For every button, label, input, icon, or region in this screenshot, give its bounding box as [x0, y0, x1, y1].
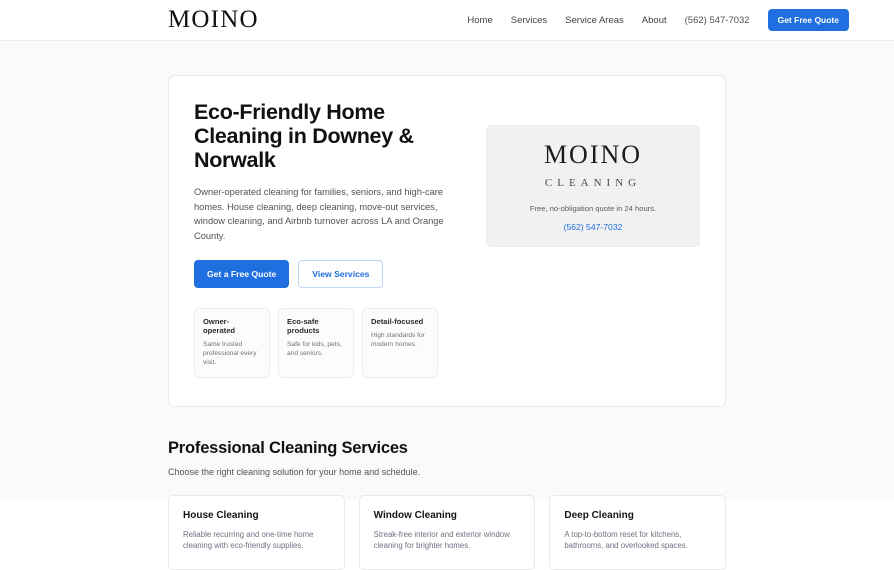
service-card-window-cleaning[interactable] — [359, 495, 536, 570]
hero-button-group — [194, 260, 462, 288]
nav-item-home[interactable]: Home — [467, 14, 493, 26]
hero-section — [0, 75, 894, 407]
site-logo[interactable]: MOINO — [168, 6, 259, 33]
badge-text: High standards for modern homes. — [371, 332, 425, 348]
services-heading: Professional Cleaning Services — [168, 439, 408, 457]
hero-title: Eco-Friendly Home Cleaning in Downey & Norwalk — [194, 100, 414, 172]
service-card-description: Streak-free interior and exterior window cleaning for brighter homes. — [373, 530, 510, 550]
hero-get-quote-button[interactable]: Get a Free Quote — [194, 260, 289, 288]
service-card-description: Reliable recurring and one-time home cleaning with eco-friendly supplies. — [183, 530, 314, 550]
badge-eco-safe-products — [278, 308, 354, 378]
quote-card-note: Free, no-obligation quote in 24 hours. — [529, 204, 657, 213]
site-header — [0, 0, 894, 41]
badge-title: Eco-safe products — [287, 317, 320, 335]
service-card-deep-cleaning[interactable] — [549, 495, 726, 570]
badge-title: Owner-operated — [203, 317, 236, 335]
badge-text: Same trusted professional every visit. — [203, 341, 257, 366]
quote-card-phone-link[interactable]: (562) 547-7032 — [563, 222, 623, 232]
badge-owner-operated — [194, 308, 270, 378]
badge-title: Detail-focused — [371, 317, 424, 326]
service-card-title: Window Cleaning — [373, 510, 457, 521]
header-phone-number[interactable]: (562) 547-7032 — [684, 14, 750, 26]
quote-card-logo: MOINO — [543, 140, 643, 169]
services-section — [0, 439, 894, 570]
hero-subtitle: Owner-operated cleaning for families, seniors, and high-care homes. House cleaning, deep cleaning, move-out services, window cleaning, and Airbnb turnover across LA and Orange County. — [194, 187, 444, 241]
service-card-house-cleaning[interactable] — [168, 495, 345, 570]
hero-text-column — [194, 100, 462, 378]
badge-text: Safe for kids, pets, and seniors. — [287, 341, 342, 357]
get-free-quote-button[interactable]: Get Free Quote — [768, 9, 849, 31]
services-subheading: Choose the right cleaning solution for your home and schedule. — [168, 467, 421, 477]
nav-item-service-areas[interactable]: Service Areas — [565, 14, 624, 26]
service-card-description: A top-to-bottom reset for kitchens, bathrooms, and overlooked spaces. — [564, 530, 688, 550]
services-grid — [168, 495, 726, 570]
hero-view-services-button[interactable]: View Services — [298, 260, 383, 288]
service-card-title: House Cleaning — [183, 510, 259, 521]
badge-detail-focused — [362, 308, 438, 378]
nav-item-services[interactable]: Services — [510, 14, 548, 26]
nav-item-about[interactable]: About — [641, 14, 667, 26]
hero-card — [168, 75, 726, 407]
quote-card-logo-subtitle: CLEANING — [544, 177, 642, 189]
service-card-title: Deep Cleaning — [564, 510, 634, 521]
hero-quote-card — [486, 125, 700, 247]
main-navigation — [467, 9, 874, 31]
hero-badge-group — [194, 308, 462, 378]
